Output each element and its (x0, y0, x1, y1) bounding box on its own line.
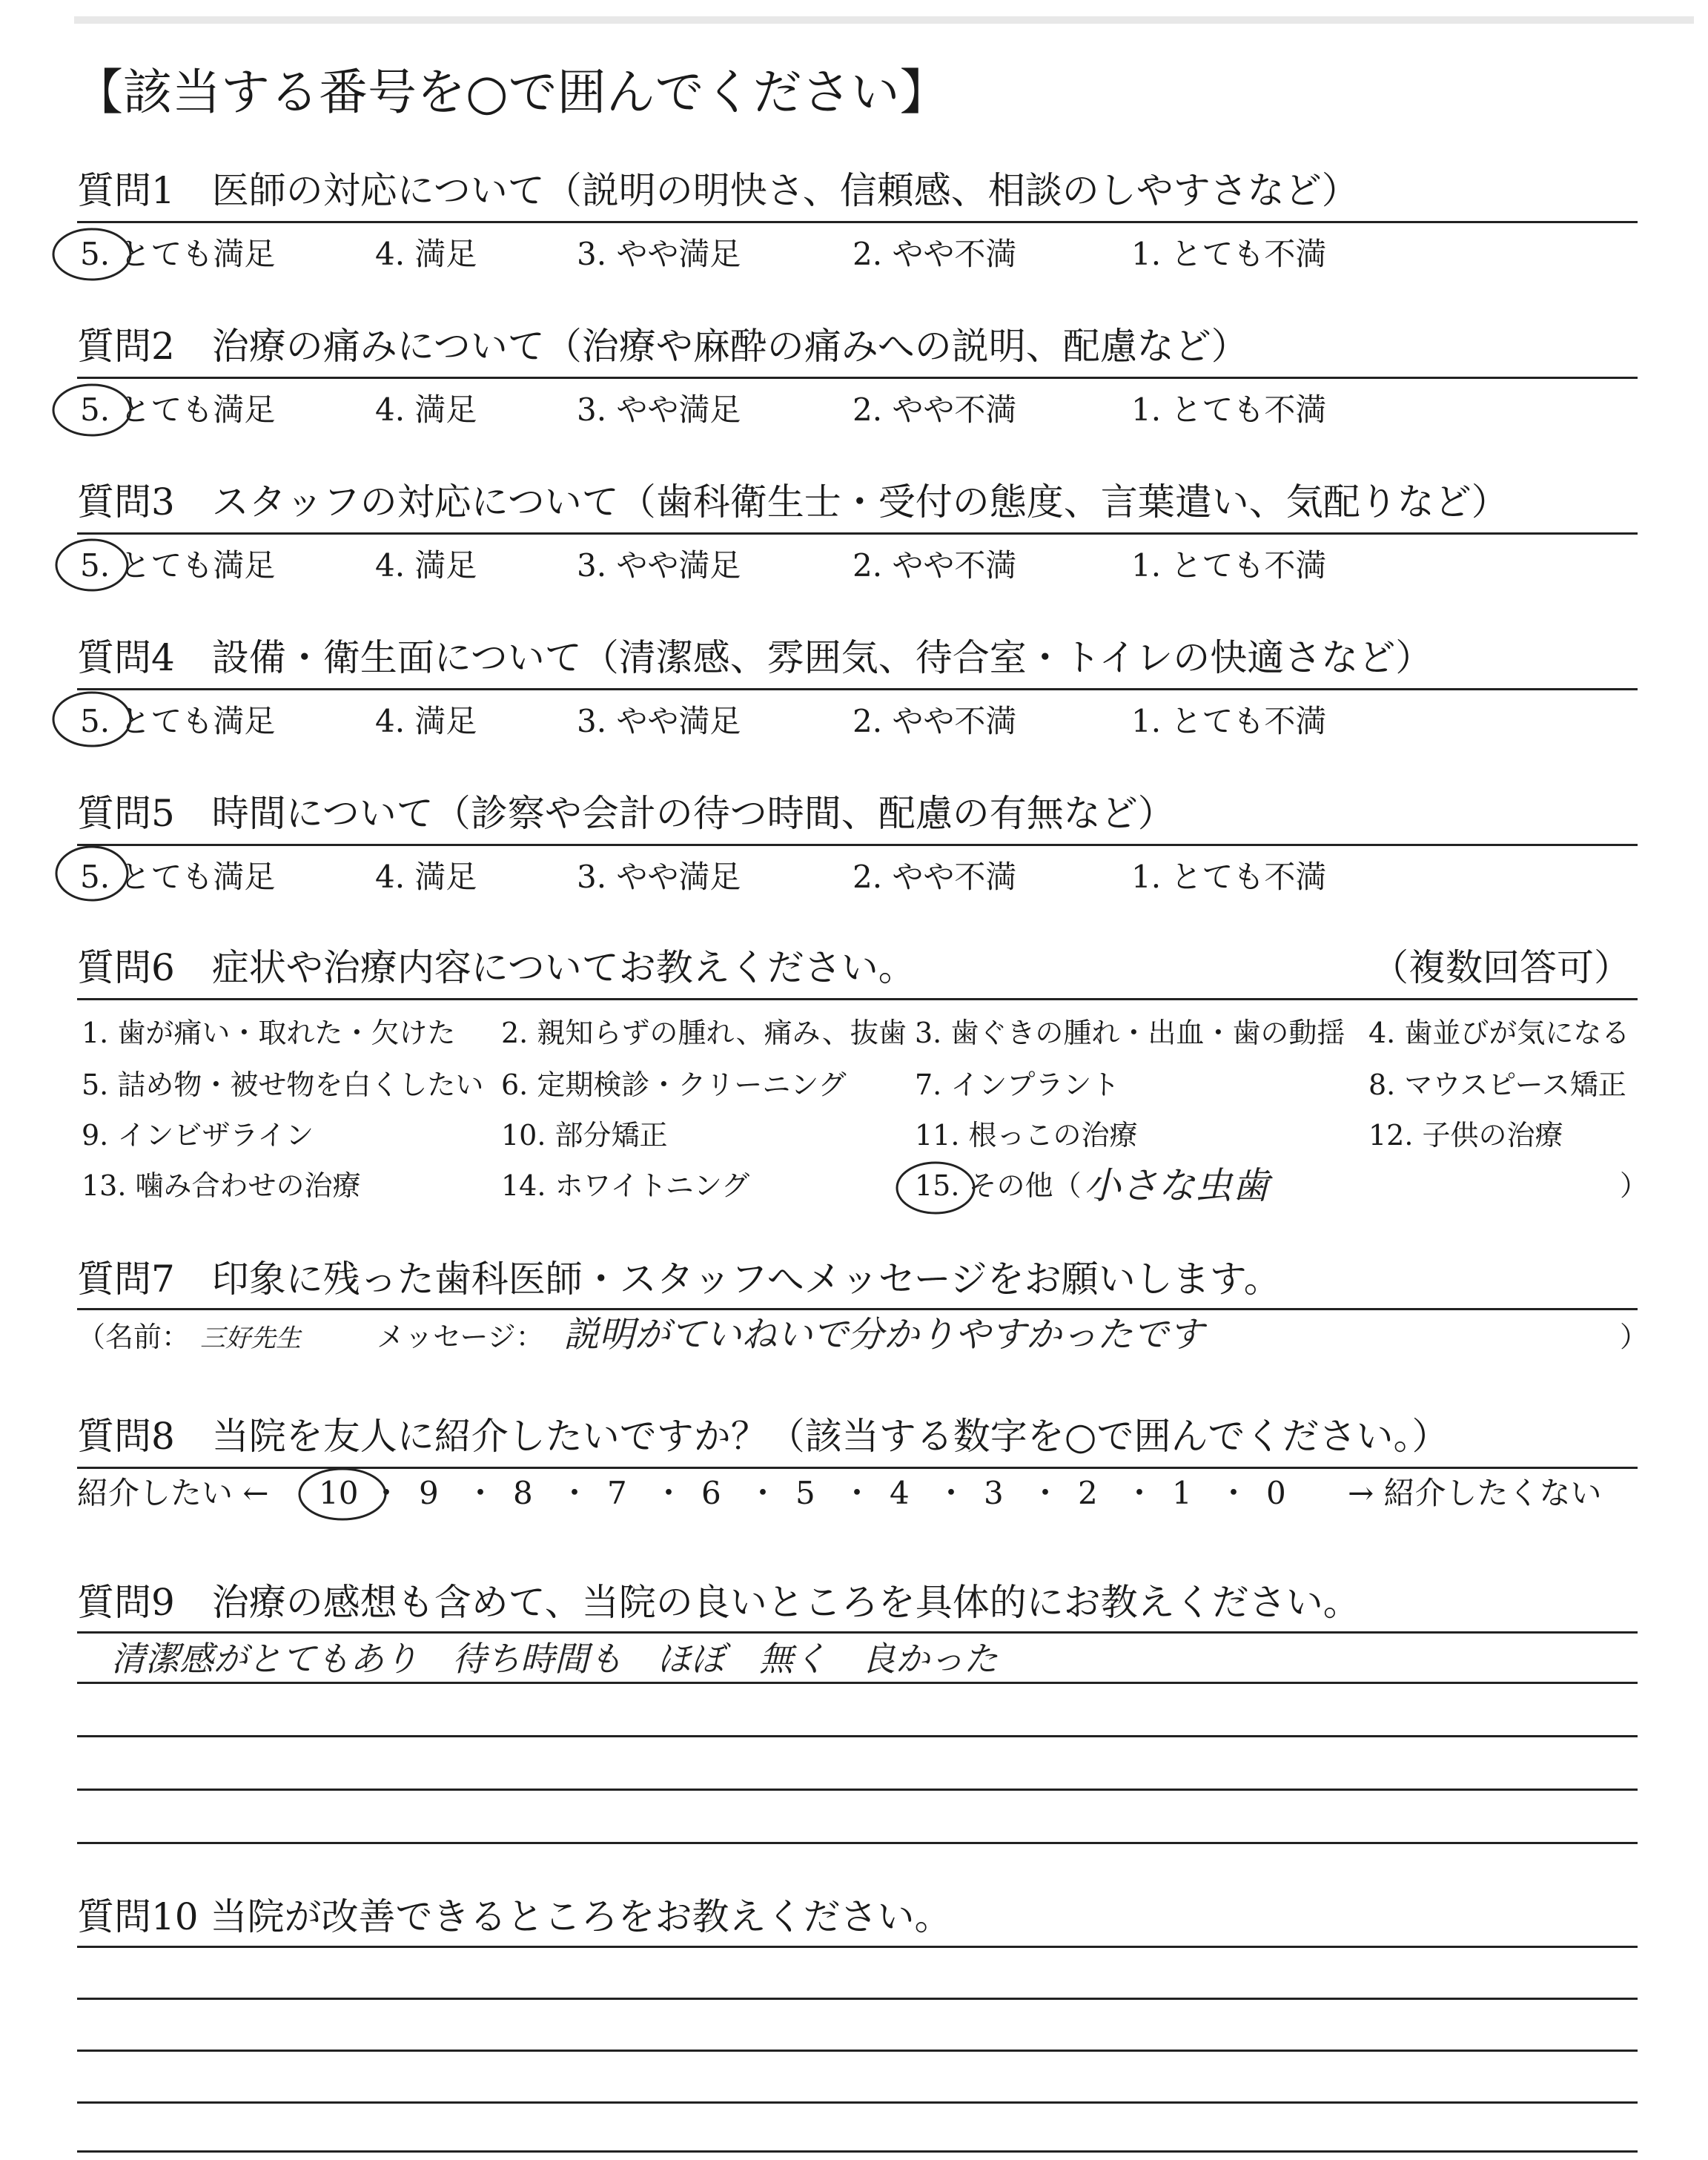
q6-option-14[interactable]: 14. ホワイトニング (501, 1169, 750, 1202)
q5-title: 質問5 時間について（診察や会計の待つ時間、配慮の有無など） (77, 792, 1175, 835)
q6-option-9[interactable]: 9. インビザライン (82, 1119, 314, 1152)
q6-option-8[interactable]: 8. マウスピース矯正 (1368, 1069, 1626, 1101)
q8-scale-separator: ・ (559, 1475, 591, 1511)
q6-option-13[interactable]: 13. 噛み合わせの治療 (82, 1169, 361, 1202)
q3-option-5[interactable]: 5. とても満足 (80, 547, 276, 584)
q10-rule (77, 1946, 1638, 1948)
q2-option-3[interactable]: 3. やや満足 (577, 392, 741, 428)
q8-scale-0[interactable]: 0 (1266, 1475, 1286, 1511)
q9-title: 質問9 治療の感想も含めて、当院の良いところを具体的にお教えください。 (77, 1581, 1360, 1624)
q2-option-2[interactable]: 2. やや不満 (853, 392, 1017, 428)
q5-option-4[interactable]: 4. 満足 (375, 859, 477, 895)
q4-option-4[interactable]: 4. 満足 (375, 703, 477, 739)
form-heading: 【該当する番号を○で囲んでください】 (74, 64, 949, 121)
q7-close-paren: ） (1620, 1321, 1649, 1353)
q8-scale-separator: ・ (653, 1475, 685, 1511)
q6-option-5[interactable]: 5. 詰め物・被せ物を白くしたい (82, 1069, 484, 1101)
q8-scale-separator: ・ (936, 1475, 967, 1511)
q3-option-4[interactable]: 4. 満足 (375, 547, 477, 584)
q8-scale-3[interactable]: 3 (984, 1475, 1004, 1511)
q5-option-2[interactable]: 2. やや不満 (853, 859, 1017, 895)
q8-scale-separator: ・ (841, 1475, 873, 1511)
q8-scale-5[interactable]: 5 (795, 1475, 815, 1511)
q7-name-handwritten: 三好先生 (200, 1324, 301, 1353)
q1-title: 質問1 医師の対応について（説明の明快さ、信頼感、相談のしやすさなど） (77, 169, 1359, 212)
q8-scale-1[interactable]: 1 (1172, 1475, 1192, 1511)
q3-title: 質問3 スタッフの対応について（歯科衛生士・受付の態度、言葉遣い、気配りなど） (77, 480, 1509, 524)
q6-title: 質問6 症状や治療内容についてお教えください。 (77, 946, 916, 989)
q5-option-3[interactable]: 3. やや満足 (577, 859, 741, 895)
q2-title: 質問2 治療の痛みについて（治療や麻酔の痛みへの説明、配慮など） (77, 325, 1248, 368)
q8-scale-9[interactable]: 9 (419, 1475, 439, 1511)
q10-title: 質問10 当院が改善できるところをお教えください。 (77, 1895, 952, 1938)
q1-option-3[interactable]: 3. やや満足 (577, 236, 741, 272)
q8-scale-separator: ・ (371, 1475, 403, 1511)
q2-option-5[interactable]: 5. とても満足 (80, 392, 276, 428)
q6-rule (77, 998, 1638, 1000)
q8-title: 質問8 当院を友人に紹介したいですか？（該当する数字を○で囲んでください。） (77, 1415, 1449, 1458)
q8-left-label: 紹介したい ← (77, 1475, 269, 1511)
q8-scale-separator: ・ (1218, 1475, 1250, 1511)
q8-scale-7[interactable]: 7 (607, 1475, 627, 1511)
q2-option-1[interactable]: 1. とても不満 (1131, 392, 1327, 428)
q10-answer-rule (77, 2150, 1638, 2153)
q4-option-5[interactable]: 5. とても満足 (80, 703, 276, 739)
q9-answer-rule (77, 1842, 1638, 1844)
q8-scale-4[interactable]: 4 (890, 1475, 910, 1511)
q10-answer-rule (77, 2050, 1638, 2052)
q7-rule (77, 1308, 1638, 1310)
q6-option-11[interactable]: 11. 根っこの治療 (915, 1119, 1138, 1152)
q8-scale-separator: ・ (747, 1475, 779, 1511)
scan-top-edge (74, 16, 1694, 24)
q4-option-1[interactable]: 1. とても不満 (1131, 703, 1327, 739)
q6-option-4[interactable]: 4. 歯並びが気になる (1368, 1017, 1630, 1049)
q3-option-2[interactable]: 2. やや不満 (853, 547, 1017, 584)
q9-rule (77, 1631, 1638, 1634)
q6-option-2[interactable]: 2. 親知らずの腫れ、痛み、抜歯 (501, 1017, 907, 1049)
q6-note: （複数回答可） (1371, 946, 1631, 989)
q6-option-10[interactable]: 10. 部分矯正 (501, 1119, 668, 1152)
q6-option-3[interactable]: 3. 歯ぐきの腫れ・出血・歯の動揺 (915, 1017, 1345, 1049)
q10-answer-rule (77, 2101, 1638, 2104)
q8-scale-separator: ・ (465, 1475, 497, 1511)
q5-option-1[interactable]: 1. とても不満 (1131, 859, 1327, 895)
q10-answer-rule (77, 1998, 1638, 2000)
q3-rule (77, 532, 1638, 535)
q8-scale-8[interactable]: 8 (513, 1475, 533, 1511)
q3-option-3[interactable]: 3. やや満足 (577, 547, 741, 584)
q7-name-label: （名前： (77, 1321, 191, 1353)
q2-option-4[interactable]: 4. 満足 (375, 392, 477, 428)
q8-scale-separator: ・ (1030, 1475, 1062, 1511)
q1-rule (77, 221, 1638, 223)
q4-rule (77, 688, 1638, 690)
q7-message-label: メッセージ： (377, 1321, 544, 1353)
q4-option-3[interactable]: 3. やや満足 (577, 703, 741, 739)
q5-rule (77, 844, 1638, 846)
q9-answer-rule (77, 1682, 1638, 1684)
q1-option-1[interactable]: 1. とても不満 (1131, 236, 1327, 272)
q8-scale-10[interactable]: 10 (319, 1475, 359, 1511)
q6-option-1[interactable]: 1. 歯が痛い・取れた・欠けた (82, 1017, 456, 1049)
q2-rule (77, 377, 1638, 379)
q4-option-2[interactable]: 2. やや不満 (853, 703, 1017, 739)
q8-rule (77, 1467, 1638, 1469)
q8-scale-separator: ・ (1124, 1475, 1156, 1511)
q9-answer-rule (77, 1789, 1638, 1791)
q1-option-4[interactable]: 4. 満足 (375, 236, 477, 272)
q4-title: 質問4 設備・衛生面について（清潔感、雰囲気、待合室・トイレの快適さなど） (77, 636, 1433, 679)
q8-scale-6[interactable]: 6 (701, 1475, 721, 1511)
q9-answer-line-1: 清潔感がとてもあり 待ち時間も ほぼ 無く 良かった (111, 1639, 998, 1679)
q6-option-15[interactable]: 15. その他（ (915, 1169, 1082, 1202)
q3-option-1[interactable]: 1. とても不満 (1131, 547, 1327, 584)
q5-option-5[interactable]: 5. とても満足 (80, 859, 276, 895)
q7-message-handwritten: 説明がていねいで分かりやすかったです (563, 1314, 1205, 1355)
q7-title: 質問7 印象に残った歯科医師・スタッフへメッセージをお願いします。 (77, 1258, 1281, 1301)
q1-option-2[interactable]: 2. やや不満 (853, 236, 1017, 272)
q8-right-label: → 紹介したくない (1348, 1475, 1602, 1511)
q6-other-handwritten: 小さな虫歯 (1084, 1164, 1269, 1207)
q9-answer-rule (77, 1735, 1638, 1737)
q6-option-12[interactable]: 12. 子供の治療 (1368, 1119, 1563, 1152)
q8-scale-2[interactable]: 2 (1078, 1475, 1098, 1511)
q6-option-6[interactable]: 6. 定期検診・クリーニング (501, 1069, 847, 1101)
q6-option-7[interactable]: 7. インプラント (915, 1069, 1120, 1101)
q1-option-5[interactable]: 5. とても満足 (80, 236, 276, 272)
q6-close-paren: ） (1620, 1169, 1649, 1202)
